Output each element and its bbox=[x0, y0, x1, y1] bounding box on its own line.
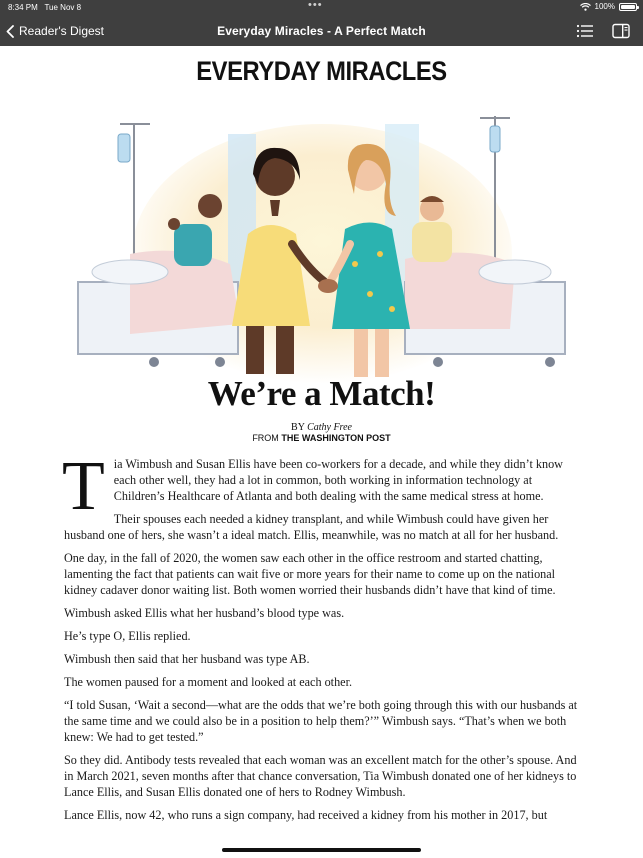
source-credit: FROM THE WASHINGTON POST bbox=[252, 433, 391, 443]
paragraph: The women paused for a moment and looked at each other. bbox=[64, 675, 353, 689]
multitasking-dots-icon[interactable]: ••• bbox=[308, 0, 323, 11]
sidebar-icon[interactable] bbox=[612, 23, 630, 39]
paragraph: He’s type O, Ellis replied. bbox=[64, 629, 191, 643]
section-title: EVERYDAY MIRACLES bbox=[196, 56, 447, 86]
status-right bbox=[580, 2, 637, 11]
author-name[interactable]: Cathy Free bbox=[307, 422, 352, 433]
drop-cap: T bbox=[62, 448, 105, 525]
paragraph: Wimbush then said that her husband was type AB. bbox=[64, 652, 310, 666]
list-icon[interactable] bbox=[576, 23, 594, 39]
paragraph: “I told Susan, ‘Wait a second—what are the odds that we’re both going through this with our husbands at the same time and we could also be in a position to help them?’” Wimbush says. “That’s when we both knew: We had to get tested.” bbox=[64, 698, 578, 744]
battery-percent: 100% bbox=[594, 2, 615, 11]
hero-illustration bbox=[70, 104, 573, 386]
battery-icon bbox=[619, 3, 637, 11]
paragraph: Wimbush asked Ellis what her husband’s blood type was. bbox=[64, 606, 345, 620]
nav-bar bbox=[0, 16, 643, 46]
home-indicator[interactable] bbox=[222, 848, 421, 852]
paragraph: Lance Ellis, now 42, who runs a sign company, had received a kidney from his mother in 2017, but bbox=[64, 808, 548, 822]
article-headline: We’re a Match! bbox=[207, 374, 436, 413]
paragraph: So they did. Antibody tests revealed that each woman was an excellent match for the other’s spouse. And in March 2021, seven months after that chance conversation, Tia Wimbush donated one of her kidneys to Lance Ellis, and Susan Ellis donated one of hers to Rodney Wimbush. bbox=[64, 753, 577, 799]
article-body bbox=[62, 448, 582, 830]
wifi-icon bbox=[580, 3, 591, 11]
battery-fill bbox=[621, 5, 635, 9]
paragraph: Tia Wimbush and Susan Ellis have been co-workers for a decade, and while they didn’t know each other well, they had a lot in common, both working in information technology at Children’s Healthcare of Atlanta and both dealing with the same medical stress at home. bbox=[62, 448, 563, 525]
paragraph: One day, in the fall of 2020, the women saw each other in the office restroom and started chatting, lamenting the fact that patients can wait five or more years for their name to come up on the national kidney cadaver donor waiting list. Both women worried their husbands didn’t have that kind of time. bbox=[64, 551, 556, 597]
byline: BY Cathy Free bbox=[291, 422, 352, 433]
page-title: Everyday Miracles - A Perfect Match bbox=[217, 24, 426, 38]
paragraph: Their spouses each needed a kidney transplant, and while Wimbush could have given her husband one of hers, she wasn’t a ideal match. Ellis, meanwhile, was no match at all for her husband. bbox=[64, 512, 559, 542]
back-button-label: Reader's Digest bbox=[19, 24, 104, 38]
status-bar bbox=[0, 0, 643, 16]
status-time: 8:34 PM Tue Nov 8 bbox=[8, 3, 82, 12]
